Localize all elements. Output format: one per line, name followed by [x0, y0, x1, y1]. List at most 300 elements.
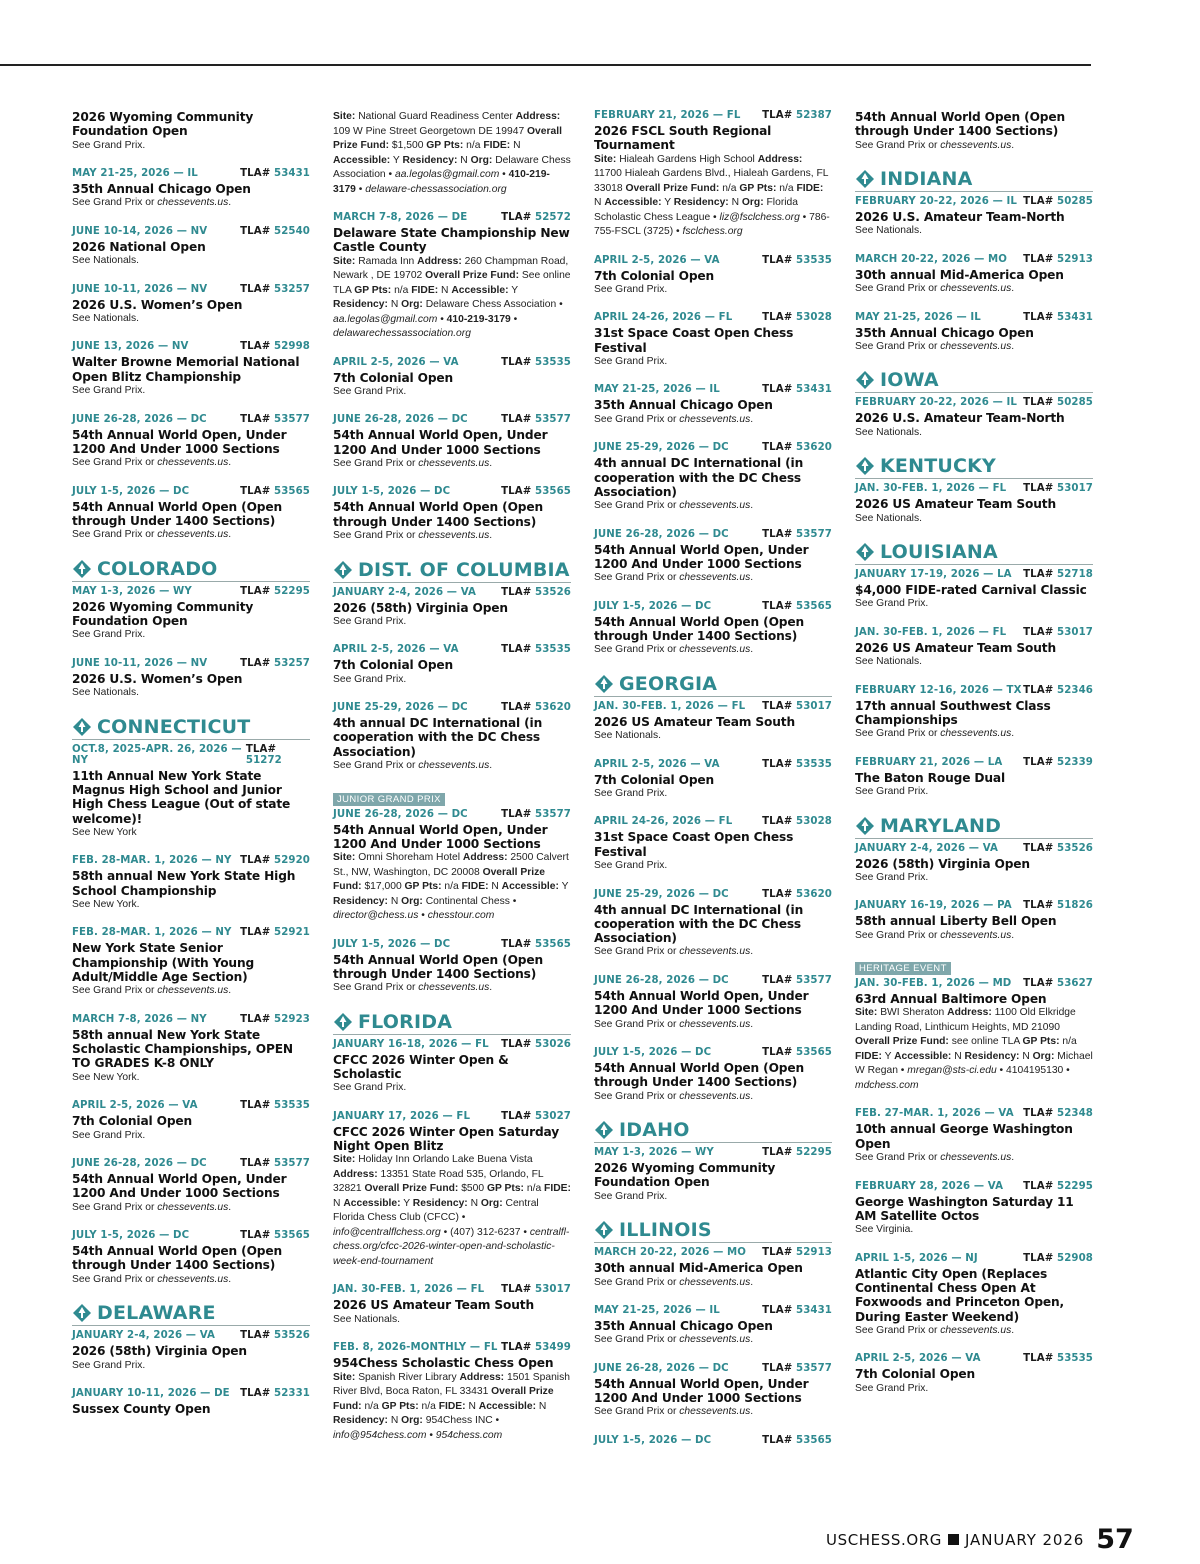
event-tla: TLA# 52920 — [240, 855, 310, 867]
event-date: FEBRUARY 28, 2026 — VA — [855, 1180, 1004, 1192]
event-listing — [72, 1230, 310, 1287]
field-label: GP Pts: — [426, 140, 464, 151]
event-title: 2026 (58th) Virginia Open — [855, 856, 1030, 871]
event-link[interactable]: mregan@sts-ci.edu — [907, 1065, 997, 1077]
event-date-line — [72, 1388, 310, 1399]
event-details: See Grand Prix or chessevents.us. — [594, 1406, 754, 1418]
tla-number: 53431 — [274, 168, 310, 180]
event-date-line — [855, 757, 1093, 768]
event-date: JUNE 26-28, 2026 — DC — [72, 413, 207, 425]
state-name: LOUISIANA — [880, 541, 998, 564]
field-label: GP Pts: — [739, 182, 777, 194]
event-date: JUNE 25-29, 2026 — DC — [594, 442, 729, 454]
event-title: 35th Annual Chicago Open — [594, 398, 773, 413]
event-link[interactable]: chessevents.us — [940, 1152, 1012, 1164]
field-label: Overall Prize Fund: — [855, 1036, 949, 1048]
tla-number: 52331 — [274, 1388, 310, 1399]
event-title: 31st Space Coast Open Chess Festival — [594, 830, 794, 859]
event-title: 30th annual Mid-America Open — [855, 267, 1064, 282]
event-link[interactable]: chessevents.us — [157, 529, 229, 541]
event-date-line — [333, 212, 571, 223]
event-title: 2026 U.S. Women’s Open — [72, 671, 243, 686]
event-tla: TLA# 53431 — [762, 384, 832, 396]
event-link[interactable]: info@centralflchess.org — [333, 1226, 441, 1238]
event-tla: TLA# 53577 — [240, 413, 310, 425]
event-date-line — [855, 900, 1093, 911]
event-listing — [333, 1111, 571, 1270]
event-details: See New York. — [72, 1071, 140, 1083]
event-link[interactable]: chessevents.us — [418, 760, 490, 772]
event-link[interactable]: chessevents.us — [940, 929, 1012, 941]
state-name: INDIANA — [880, 168, 973, 191]
event-date: APRIL 1-5, 2026 — NJ — [855, 1252, 978, 1264]
event-title: 2026 U.S. Women’s Open — [72, 297, 243, 312]
tla-number: 50285 — [1057, 397, 1093, 409]
event-link[interactable]: chessevents.us — [157, 985, 229, 997]
event-tla: TLA# 52913 — [1023, 253, 1093, 265]
state-name: IOWA — [880, 369, 939, 392]
event-details: See Grand Prix. — [855, 871, 929, 883]
event-date-line — [72, 1330, 310, 1341]
tla-number: 51826 — [1057, 900, 1093, 912]
event-details: See Nationals. — [72, 255, 139, 267]
event-details: See Grand Prix or chessevents.us. — [594, 946, 754, 958]
event-listing — [855, 757, 1093, 800]
field-label: 410-219-3179 — [446, 313, 511, 325]
event-date: JUNE 25-29, 2026 — DC — [594, 888, 729, 900]
field-label: FIDE: — [461, 881, 489, 893]
event-details: See Nationals. — [855, 656, 922, 668]
tla-number: 53577 — [796, 528, 832, 540]
field-label: GP Pts: — [486, 1183, 524, 1195]
event-title: 54th Annual World Open, Under 1200 And Under 1000 Sections — [333, 428, 548, 457]
field-label: FIDE: — [544, 1183, 571, 1195]
event-details: See Grand Prix. — [855, 1382, 929, 1394]
event-link[interactable]: 954chess.com — [435, 1429, 503, 1441]
column-4 — [855, 110, 1093, 1411]
event-date: JUNE 25-29, 2026 — DC — [333, 702, 468, 714]
event-date: JAN. 30-FEB. 1, 2026 — FL — [333, 1284, 485, 1296]
event-date: JULY 1-5, 2026 — DC — [594, 1047, 712, 1059]
event-title: 11th Annual New York State Magnus High School and Junior High Chess League (Out of state welcome)! — [72, 768, 291, 826]
event-details: See Grand Prix or chessevents.us. — [72, 1201, 232, 1213]
event-details: See Grand Prix. — [855, 786, 929, 798]
event-date: MAY 21-25, 2026 — IL — [72, 168, 198, 180]
event-date: JUNE 10-14, 2026 — NV — [72, 225, 208, 237]
event-title: 54th Annual World Open (Open through Under 1400 Sections) — [333, 952, 544, 981]
state-name: DELAWARE — [97, 1302, 216, 1325]
event-date-line — [594, 1047, 832, 1058]
event-details: See Grand Prix or chessevents.us. — [594, 1276, 754, 1288]
event-details: See Grand Prix. — [594, 787, 668, 799]
event-tla: TLA# 53577 — [762, 528, 832, 540]
state-arrow-icon — [855, 456, 875, 476]
event-date: MARCH 7-8, 2026 — DE — [333, 212, 468, 223]
tla-number: 53431 — [796, 384, 832, 396]
event-listing — [72, 1014, 310, 1085]
event-details: See Grand Prix or chessevents.us. — [333, 530, 493, 542]
event-details: See Grand Prix or chessevents.us. — [72, 529, 232, 541]
field-label: Site: — [333, 111, 356, 122]
event-date: JAN. 30-FEB. 1, 2026 — FL — [594, 700, 746, 712]
state-arrow-icon — [333, 560, 353, 580]
event-link[interactable]: aa.legolas@gmail.com — [333, 313, 438, 325]
tla-number: 53620 — [796, 442, 832, 454]
event-date-line — [855, 483, 1093, 494]
event-date-line — [594, 1247, 832, 1258]
event-date: JUNE 26-28, 2026 — DC — [72, 1158, 207, 1170]
event-listing — [594, 1147, 832, 1204]
field-label: Site: — [333, 852, 356, 864]
event-title: 2026 US Amateur Team South — [333, 1298, 535, 1313]
event-title: 63rd Annual Baltimore Open — [855, 992, 1047, 1007]
event-link[interactable]: info@954chess.com — [333, 1429, 427, 1441]
event-listing — [72, 486, 310, 543]
event-details: See Grand Prix. — [72, 385, 146, 397]
event-listing — [72, 284, 310, 327]
event-date-line — [855, 843, 1093, 854]
event-title: Walter Browne Memorial National Open Blitz Championship — [72, 355, 300, 384]
event-listing — [72, 226, 310, 269]
event-details: See Grand Prix or chessevents.us. — [855, 340, 1015, 352]
event-link[interactable]: mdchess.com — [855, 1079, 919, 1091]
event-tla: TLA# 52921 — [240, 927, 310, 939]
event-title: 4th annual DC International (in cooperation with the DC Chess Association) — [594, 902, 804, 946]
field-label: Residency: — [964, 1050, 1020, 1062]
event-details: See Nationals. — [72, 687, 139, 699]
event-listing — [594, 975, 832, 1032]
event-date-line — [72, 586, 310, 597]
event-listing — [333, 357, 571, 400]
event-listing — [72, 855, 310, 912]
tla-number: 53577 — [796, 1362, 832, 1374]
field-label: Residency: — [333, 299, 388, 311]
event-link[interactable]: centralfl-chess.org/cfcc-2026-winter-open-and-scholastic-week-end-tournament — [333, 1226, 570, 1267]
event-link[interactable]: chessevents.us — [418, 457, 490, 469]
event-title: 4th annual DC International (in cooperation with the DC Chess Association) — [594, 456, 804, 499]
footer-issue: JANUARY 2026 — [965, 1530, 1085, 1549]
event-tla: TLA# 52346 — [1023, 684, 1093, 696]
event-title: 2026 FSCL South Regional Tournament — [594, 124, 772, 153]
tla-number: 53577 — [535, 414, 571, 426]
event-details: See Nationals. — [855, 426, 922, 438]
tla-number: 53565 — [796, 600, 832, 612]
event-date-line — [855, 1253, 1093, 1264]
event-date-line — [333, 1039, 571, 1050]
event-date: FEB. 8, 2026-MONTHLY — FL — [333, 1342, 498, 1354]
event-link[interactable]: chessevents.us — [157, 457, 229, 469]
tla-number: 53526 — [535, 586, 571, 598]
event-tla: TLA# 51272 — [245, 743, 282, 766]
event-tla: TLA# 53577 — [762, 1362, 832, 1374]
event-date-line — [333, 357, 571, 368]
state-name: ILLINOIS — [619, 1219, 712, 1242]
event-listing — [594, 759, 832, 802]
event-listing — [594, 529, 832, 586]
event-link[interactable]: liz@fsclchess.org — [719, 211, 800, 223]
event-title: 10th annual George Washington Open — [855, 1122, 1073, 1151]
event-date: APRIL 24-26, 2026 — FL — [594, 312, 733, 324]
field-label: Address: — [462, 852, 508, 864]
event-date: JANUARY 16-19, 2026 — PA — [855, 900, 1012, 912]
event-tla: TLA# 53565 — [240, 485, 310, 497]
tla-number: 53017 — [796, 700, 832, 712]
event-tla: TLA# 53499 — [501, 1342, 571, 1354]
event-title: 35th Annual Chicago Open — [594, 1319, 773, 1334]
event-date-line — [594, 975, 832, 986]
event-date-line — [333, 1342, 571, 1353]
tla-number: 53017 — [535, 1284, 571, 1296]
event-details: See Grand Prix. — [333, 1082, 407, 1094]
event-title: 54th Annual World Open (Open through Under 1400 Sections) — [594, 614, 805, 644]
event-date-line — [855, 312, 1093, 323]
field-label: Address: — [459, 1371, 505, 1383]
event-date: FEB. 27-MAR. 1, 2026 — VA — [855, 1108, 1014, 1120]
event-tla: TLA# 52331 — [240, 1388, 310, 1399]
tla-number: 53526 — [274, 1330, 310, 1342]
event-date: JUNE 26-28, 2026 — DC — [594, 1362, 729, 1374]
tla-number: 53026 — [535, 1038, 571, 1050]
event-title: 58th annual Liberty Bell Open — [855, 914, 1057, 929]
event-details: See Grand Prix or chessevents.us. — [855, 1152, 1015, 1164]
event-tla: TLA# 50285 — [1023, 397, 1093, 409]
event-title: 35th Annual Chicago Open — [855, 325, 1034, 340]
field-label: Accessible: — [478, 1400, 537, 1412]
event-date: JANUARY 17, 2026 — FL — [333, 1110, 471, 1122]
column-1 — [72, 110, 310, 1431]
event-date-line — [72, 658, 310, 669]
field-label: Overall Prize Fund: — [333, 1386, 554, 1412]
event-date-line — [855, 685, 1093, 696]
event-link[interactable]: chessevents.us — [418, 530, 490, 542]
state-arrow-icon — [855, 816, 875, 836]
tla-number: 52348 — [1057, 1108, 1093, 1120]
event-listing — [594, 889, 832, 960]
event-link[interactable]: chessevents.us — [679, 946, 751, 958]
event-tag-badge: HERITAGE EVENT — [855, 962, 951, 975]
event-date: JAN. 30-FEB. 1, 2026 — MD — [855, 978, 1012, 990]
event-date-line — [72, 744, 310, 766]
event-date-line — [72, 486, 310, 497]
event-details: See Grand Prix or chessevents.us. — [333, 760, 493, 772]
state-arrow-icon — [72, 1303, 92, 1323]
event-details: See Grand Prix or chessevents.us. — [594, 644, 754, 656]
column-3 — [594, 110, 832, 1461]
event-tla: TLA# 52923 — [240, 1013, 310, 1025]
field-label: Org: — [401, 895, 423, 907]
event-link[interactable]: chesstour.com — [427, 910, 495, 922]
state-arrow-icon — [855, 169, 875, 189]
tla-number: 53620 — [796, 888, 832, 900]
field-label: Residency: — [673, 197, 729, 209]
tla-number: 52295 — [1057, 1180, 1093, 1192]
event-listing — [333, 644, 571, 687]
event-details: See Grand Prix or chessevents.us. — [594, 500, 754, 512]
event-date-line — [594, 384, 832, 395]
event-link[interactable]: chessevents.us — [679, 1406, 751, 1418]
event-date-line — [333, 1284, 571, 1295]
event-date-line — [333, 809, 571, 820]
event-date-line — [333, 587, 571, 598]
event-link[interactable]: chessevents.us — [679, 1090, 751, 1102]
event-link[interactable]: chessevents.us — [679, 1276, 751, 1288]
footer-square-bullet — [948, 1534, 959, 1545]
event-date: APRIL 2-5, 2026 — VA — [72, 1100, 198, 1112]
tla-number: 53028 — [796, 312, 832, 324]
event-link[interactable]: chessevents.us — [940, 728, 1012, 740]
event-date: JANUARY 10-11, 2026 — DE — [72, 1388, 230, 1399]
event-details: See Virginia. — [855, 1224, 914, 1236]
event-listing — [594, 701, 832, 744]
event-date-line — [594, 442, 832, 453]
event-listing — [72, 341, 310, 398]
state-header — [855, 455, 1093, 479]
field-label: FIDE: — [483, 140, 511, 151]
event-details: See Grand Prix. — [594, 860, 668, 872]
event-listing — [72, 1388, 310, 1416]
event-listing — [855, 483, 1093, 526]
event-title: 2026 Wyoming Community Foundation Open — [72, 110, 254, 139]
event-listing — [333, 414, 571, 471]
event-listing — [855, 958, 1093, 1093]
event-link[interactable]: chessevents.us — [679, 1018, 751, 1030]
event-link[interactable]: director@chess.us — [333, 910, 419, 922]
state-header — [333, 559, 571, 583]
event-title: 2026 U.S. Amateur Team-North — [855, 210, 1065, 225]
event-tla: TLA# 53535 — [1023, 1353, 1093, 1365]
state-name: CONNECTICUT — [97, 715, 251, 738]
tla-number: 53499 — [535, 1342, 571, 1354]
event-listing — [594, 816, 832, 873]
event-link[interactable]: chessevents.us — [940, 139, 1012, 151]
field-label: Address: — [333, 1168, 378, 1180]
field-label: FIDE: — [855, 1050, 882, 1062]
event-link[interactable]: chessevents.us — [679, 644, 751, 656]
event-date: JULY 1-5, 2026 — DC — [72, 485, 190, 497]
event-link[interactable]: aa.legolas@gmail.com — [394, 169, 500, 180]
state-header — [594, 1219, 832, 1243]
field-label: Org: — [401, 1415, 423, 1427]
field-label: GP Pts: — [1022, 1036, 1060, 1048]
event-link[interactable]: chessevents.us — [418, 982, 490, 994]
state-arrow-icon — [333, 1012, 353, 1032]
tla-number: 53526 — [1057, 842, 1093, 854]
event-tla: TLA# 53431 — [240, 168, 310, 180]
tla-number: 52921 — [274, 927, 310, 939]
tla-number: 52923 — [274, 1013, 310, 1025]
event-title: 54th Annual World Open (Open through Under 1400 Sections) — [333, 500, 544, 529]
event-date-line — [855, 254, 1093, 265]
field-label: Address: — [417, 255, 462, 267]
event-date: APRIL 2-5, 2026 — VA — [333, 644, 459, 656]
event-date: JANUARY 2-4, 2026 — VA — [855, 842, 998, 854]
event-tla: TLA# 53526 — [240, 1330, 310, 1342]
tla-number: 53535 — [796, 254, 832, 266]
event-details: See Nationals. — [594, 730, 661, 742]
event-listing — [594, 1047, 832, 1104]
tla-number: 52913 — [796, 1247, 832, 1259]
event-link[interactable]: chessevents.us — [940, 283, 1012, 295]
event-date: MAY 21-25, 2026 — IL — [855, 311, 981, 323]
tla-number: 52295 — [274, 585, 310, 597]
event-link[interactable]: fsclchess.org — [682, 226, 743, 238]
event-title: 2026 (58th) Virginia Open — [333, 600, 508, 615]
event-title: 2026 US Amateur Team South — [855, 640, 1057, 655]
event-link[interactable]: delaware-chessassociation.org — [365, 183, 507, 195]
event-link[interactable]: delawarechessassociation.org — [333, 328, 471, 340]
tla-number: 53565 — [274, 485, 310, 497]
event-link[interactable]: chessevents.us — [157, 197, 229, 209]
event-details: See Grand Prix or chessevents.us. — [855, 139, 1015, 151]
event-link[interactable]: chessevents.us — [157, 1273, 229, 1285]
field-label: Residency: — [412, 1197, 468, 1209]
event-tla: TLA# 53431 — [1023, 311, 1093, 323]
event-date: MARCH 20-22, 2026 — MO — [855, 253, 1008, 265]
event-date-line — [855, 569, 1093, 580]
event-listing — [333, 587, 571, 630]
event-tla: TLA# 52913 — [762, 1247, 832, 1259]
tla-number: 53027 — [535, 1110, 571, 1122]
event-date: JULY 1-5, 2026 — DC — [72, 1230, 190, 1242]
event-link[interactable]: chessevents.us — [679, 1334, 751, 1346]
event-tla: TLA# 53028 — [762, 816, 832, 828]
event-date-line — [594, 110, 832, 121]
event-link[interactable]: chessevents.us — [679, 500, 751, 512]
footer-site[interactable]: USCHESS.ORG — [826, 1530, 942, 1549]
event-date-line — [594, 601, 832, 612]
event-link[interactable]: chessevents.us — [940, 1324, 1012, 1336]
event-tla: TLA# 52998 — [240, 341, 310, 353]
state-header — [855, 815, 1093, 839]
state-arrow-icon — [855, 370, 875, 390]
field-label: FIDE: — [411, 284, 439, 296]
event-tla: TLA# 53620 — [762, 888, 832, 900]
event-tla: TLA# 53431 — [762, 1305, 832, 1317]
event-title: 2026 National Open — [72, 239, 206, 254]
event-date-line — [594, 1435, 832, 1446]
event-date-line — [72, 284, 310, 295]
event-listing — [594, 1247, 832, 1290]
event-tla: TLA# 52387 — [762, 110, 832, 121]
field-label: Org: — [741, 197, 764, 209]
event-title: 7th Colonial Open — [855, 1367, 976, 1382]
event-date: APRIL 24-26, 2026 — FL — [594, 816, 733, 828]
event-date-line — [855, 1108, 1093, 1119]
event-date: JUNE 26-28, 2026 — DC — [594, 528, 729, 540]
event-details: See Nationals. — [333, 1313, 400, 1325]
event-link[interactable]: chessevents.us — [157, 1201, 229, 1213]
tla-number: 53017 — [1057, 483, 1093, 495]
event-date: FEBRUARY 21, 2026 — FL — [594, 110, 741, 121]
event-details: See Grand Prix or chessevents.us. — [594, 572, 754, 584]
event-tla: TLA# 53620 — [762, 442, 832, 454]
tla-number: 53627 — [1057, 978, 1093, 990]
event-listing — [594, 312, 832, 369]
event-link[interactable]: chessevents.us — [679, 413, 751, 425]
event-title: 54th Annual World Open, Under 1200 And Under 1000 Sections — [72, 1172, 287, 1201]
event-link[interactable]: chessevents.us — [679, 572, 751, 584]
tla-number: 53431 — [796, 1305, 832, 1317]
field-label: Org: — [470, 154, 493, 166]
state-header — [333, 1011, 571, 1035]
event-details: See New York — [72, 826, 137, 838]
state-name: MARYLAND — [880, 814, 1002, 837]
field-label: Residency: — [333, 1415, 388, 1427]
field-label: Org: — [480, 1197, 503, 1209]
tla-number: 52718 — [1057, 569, 1093, 581]
state-header — [594, 1119, 832, 1143]
event-link[interactable]: chessevents.us — [940, 340, 1012, 352]
